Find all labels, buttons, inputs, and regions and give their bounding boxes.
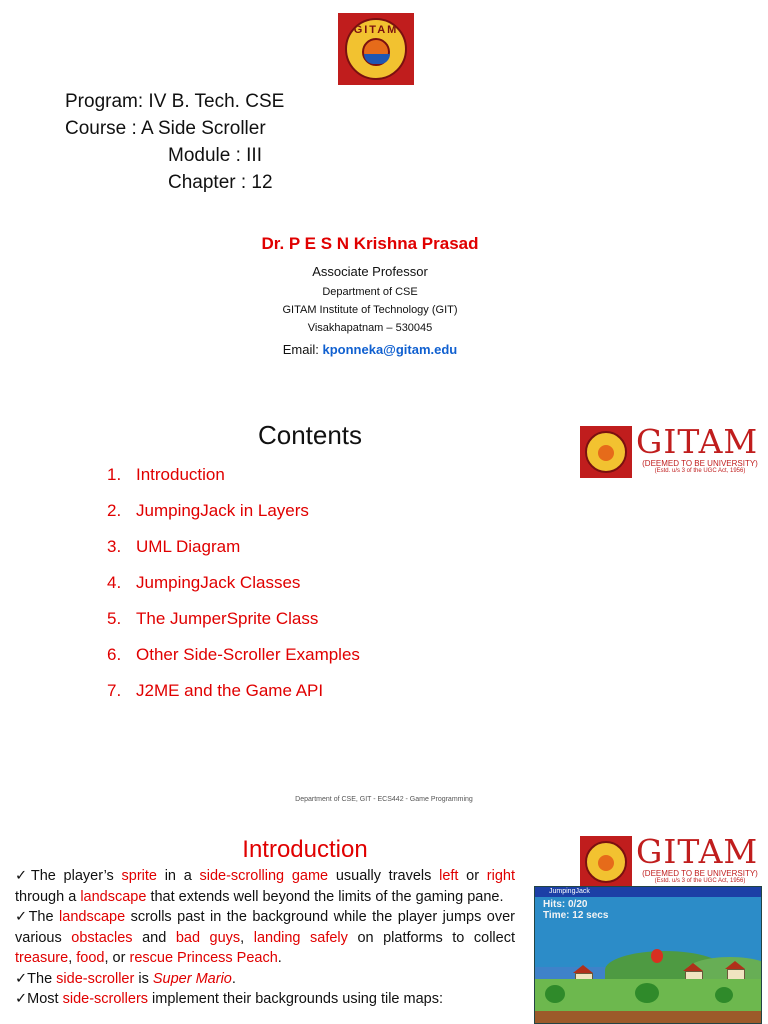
tree	[635, 983, 659, 1003]
course-line: Course : A Side Scroller	[65, 118, 266, 139]
house-roof	[573, 965, 593, 973]
text: ✓The player’s	[15, 868, 122, 884]
brick-floor	[535, 1011, 761, 1023]
item-number: 3.	[107, 537, 122, 556]
keyword: obstacles	[71, 929, 133, 946]
item-number: 1.	[107, 465, 122, 484]
text: is	[134, 970, 153, 987]
city: Visakhapatnam – 530045	[307, 322, 433, 334]
program-line: Program: IV B. Tech. CSE	[65, 91, 285, 112]
author-name: Dr. P E S N Krishna Prasad	[261, 234, 479, 253]
institute: GITAM Institute of Technology (GIT)	[282, 304, 458, 316]
brand-note: (Estd. u/s 3 of the UGC Act, 1956)	[654, 468, 746, 474]
keyword: side-scroller	[56, 970, 135, 987]
hits-counter: Hits: 0/20	[543, 899, 588, 910]
keyword: left	[439, 868, 459, 884]
contents-item[interactable]	[107, 462, 360, 498]
item-label: UML Diagram	[136, 537, 241, 556]
game-screenshot	[534, 886, 762, 1024]
tree	[545, 985, 565, 1003]
jumper-sprite	[651, 949, 663, 963]
text: through a	[15, 888, 81, 905]
contents-item[interactable]	[107, 534, 360, 570]
keyword: side-scrollers	[62, 991, 149, 1007]
brand-name: GITAM	[636, 422, 759, 461]
department: Department of CSE	[322, 286, 418, 298]
text: ,	[240, 929, 254, 946]
text: implement their backgrounds using tile maps:	[148, 991, 444, 1007]
text: ✓The	[15, 970, 57, 987]
game-window-title: JumpingJack	[535, 887, 761, 897]
introduction-heading: Introduction	[242, 836, 368, 863]
intro-paragraph	[15, 989, 515, 1010]
intro-paragraph	[15, 969, 515, 990]
tree	[715, 987, 733, 1003]
item-number: 2.	[107, 501, 122, 520]
module-line: Module : III	[168, 145, 262, 166]
email-label: Email:	[282, 342, 323, 357]
text: and	[132, 929, 176, 946]
email-link[interactable]: kponneka@gitam.edu	[322, 342, 458, 357]
keyword: landscape	[59, 909, 126, 925]
contents-list	[107, 462, 360, 714]
text: ✓Most	[15, 991, 63, 1007]
contents-item[interactable]	[107, 678, 360, 714]
author-title: Associate Professor	[312, 264, 428, 279]
item-number: 5.	[107, 609, 122, 628]
item-label: J2ME and the Game API	[136, 681, 324, 700]
keyword: Super Mario	[152, 970, 232, 987]
text: ,	[68, 950, 77, 966]
house-roof	[683, 963, 703, 971]
item-label: Introduction	[136, 465, 225, 484]
keyword: side-scrolling game	[199, 868, 329, 884]
brand-note: (Estd. u/s 3 of the UGC Act, 1956)	[654, 878, 746, 884]
email-line	[0, 342, 740, 357]
text: on platforms to collect	[347, 929, 515, 946]
contents-item[interactable]	[107, 498, 360, 534]
intro-paragraph	[15, 907, 515, 969]
keyword: right	[486, 868, 516, 884]
brand-subtitle: (DEEMED TO BE UNIVERSITY)	[642, 869, 758, 878]
text: or	[458, 868, 487, 884]
brand-subtitle: (DEEMED TO BE UNIVERSITY)	[642, 459, 758, 468]
item-label: JumpingJack in Layers	[136, 501, 309, 520]
text: .	[231, 970, 236, 987]
keyword: treasure	[15, 950, 69, 966]
contents-item[interactable]	[107, 570, 360, 606]
keyword: rescue Princess Peach	[129, 950, 278, 966]
brand-name: GITAM	[636, 832, 759, 871]
item-number: 4.	[107, 573, 122, 592]
slide-footer: Department of CSE, GIT - ECS442 - Game Programming	[295, 796, 473, 803]
contents-item[interactable]	[107, 642, 360, 678]
item-number: 6.	[107, 645, 122, 664]
keyword: landscape	[80, 888, 147, 905]
item-label: JumpingJack Classes	[136, 573, 301, 592]
keyword: bad guys	[175, 929, 241, 946]
intro-paragraph	[15, 866, 515, 907]
wave-icon	[364, 54, 390, 64]
house-roof	[725, 961, 745, 969]
gitam-logo-top	[338, 13, 414, 85]
time-counter: Time: 12 secs	[543, 910, 609, 921]
item-number: 7.	[107, 681, 122, 700]
text: ✓The	[15, 909, 60, 925]
text: usually travels	[328, 868, 440, 884]
text: , or	[104, 950, 130, 966]
seal-text: GITAM	[353, 24, 399, 36]
text: in a	[156, 868, 200, 884]
chapter-line: Chapter : 12	[168, 172, 273, 193]
contents-heading: Contents	[257, 420, 363, 450]
text: scrolls past in the background while the player jumps over various	[15, 909, 516, 946]
text: that extends well beyond the limits of the gaming pane.	[146, 888, 504, 905]
item-label: The JumperSprite Class	[136, 609, 319, 628]
text: .	[277, 950, 282, 966]
keyword: food	[76, 950, 105, 966]
item-label: Other Side-Scroller Examples	[136, 645, 360, 664]
introduction-body	[15, 866, 515, 1010]
contents-item[interactable]	[107, 606, 360, 642]
keyword: landing safely	[253, 929, 348, 946]
keyword: sprite	[121, 868, 157, 884]
gitam-seal-icon	[345, 18, 407, 80]
